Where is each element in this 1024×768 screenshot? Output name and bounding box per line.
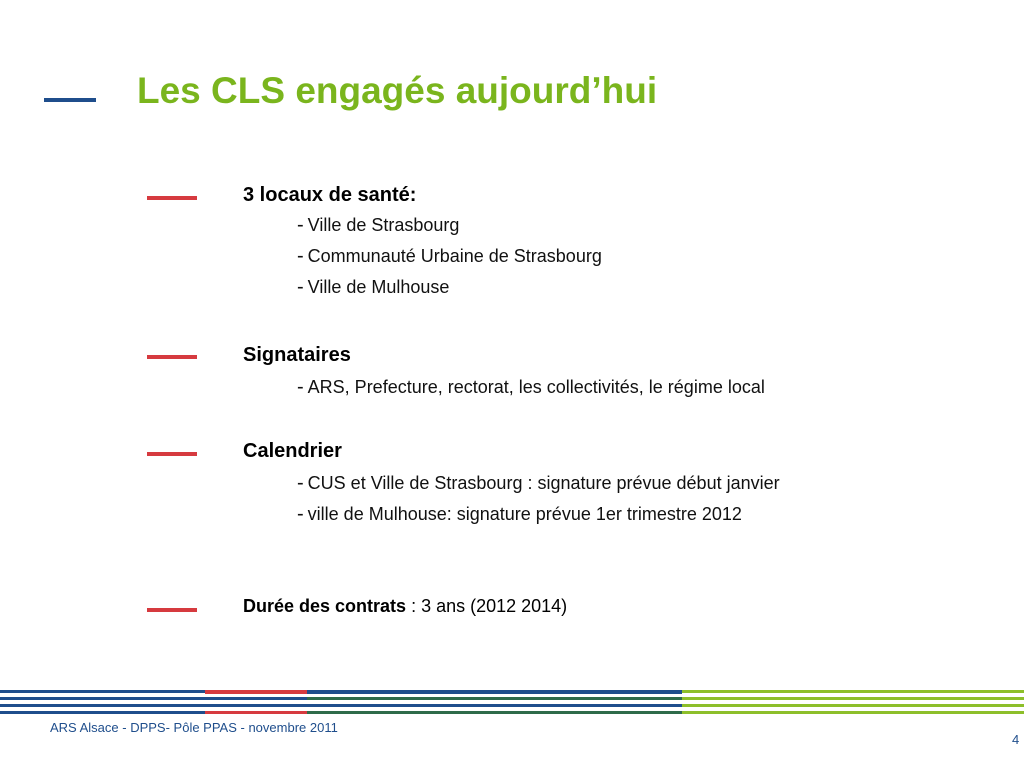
list-item: - ville de Mulhouse: signature prévue 1er trimestre 2012 bbox=[297, 503, 742, 525]
list-dash-marker: - bbox=[297, 276, 304, 298]
green-stripes bbox=[682, 690, 1024, 714]
section-bullet-dash bbox=[147, 452, 197, 456]
duree-label: Durée des contrats bbox=[243, 596, 407, 616]
list-dash-marker: - bbox=[297, 503, 304, 525]
list-dash-marker: - bbox=[297, 472, 304, 494]
section-bullet-dash bbox=[147, 608, 197, 612]
page-number: 4 bbox=[1012, 732, 1020, 747]
section-bullet-dash bbox=[147, 355, 197, 359]
title-dash-decoration bbox=[44, 98, 96, 102]
blue-stripes bbox=[0, 690, 205, 714]
list-item: - Ville de Strasbourg bbox=[297, 214, 460, 236]
footer-text: ARS Alsace - DPPS- Pôle PPAS - novembre 2011 bbox=[50, 720, 338, 735]
list-dash-marker: - bbox=[297, 376, 304, 398]
list-item: - ARS, Prefecture, rectorat, les collectivités, le régime local bbox=[297, 376, 765, 398]
section-item-list bbox=[297, 210, 602, 303]
footer-stripe-bands bbox=[0, 688, 1024, 718]
duree-line bbox=[243, 596, 567, 617]
section-heading: Calendrier bbox=[243, 440, 342, 462]
list-dash-marker: - bbox=[297, 214, 304, 236]
list-item: - CUS et Ville de Strasbourg : signature prévue début janvier bbox=[297, 472, 780, 494]
duree-value: : 3 ans (2012 2014) bbox=[406, 596, 568, 616]
section-heading: 3 locaux de santé: bbox=[243, 184, 417, 206]
list-item: - Ville de Mulhouse bbox=[297, 276, 450, 298]
dark-green-stripes bbox=[307, 690, 682, 714]
section-bullet-dash bbox=[147, 196, 197, 200]
section-item-list bbox=[297, 372, 765, 403]
red-stripes bbox=[205, 690, 307, 714]
list-item: - Communauté Urbaine de Strasbourg bbox=[297, 245, 602, 267]
slide-title: Les CLS engagés aujourd’hui bbox=[137, 70, 658, 111]
list-dash-marker: - bbox=[297, 245, 304, 267]
section-heading: Signataires bbox=[243, 344, 351, 366]
section-item-list bbox=[297, 468, 780, 530]
